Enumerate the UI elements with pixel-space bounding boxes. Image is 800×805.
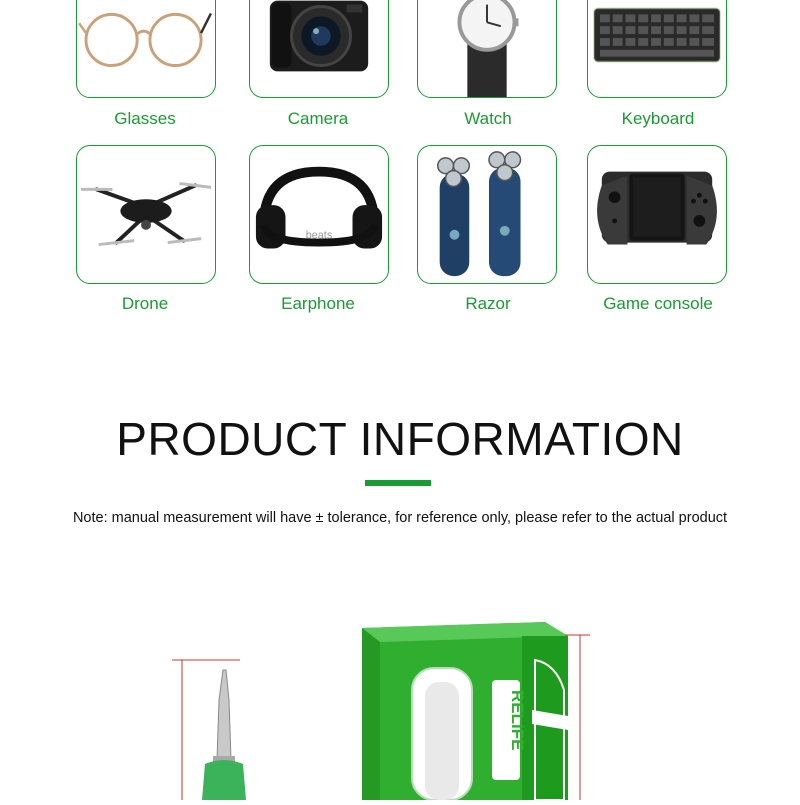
game-console-icon xyxy=(588,146,726,283)
category-label: Watch xyxy=(464,109,512,128)
card-camera[interactable] xyxy=(249,0,389,98)
category-label: Razor xyxy=(465,294,511,313)
drone-icon xyxy=(77,146,215,283)
glasses-icon xyxy=(77,0,215,97)
category-label: Camera xyxy=(287,109,349,128)
card-game-console[interactable] xyxy=(587,145,727,284)
card-earphone[interactable] xyxy=(249,145,389,284)
product-box xyxy=(362,622,568,800)
keyboard-icon xyxy=(588,0,726,97)
card-keyboard[interactable] xyxy=(587,0,727,98)
category-label: Keyboard xyxy=(621,109,695,128)
card-glasses[interactable] xyxy=(76,0,216,98)
watch-icon xyxy=(418,0,556,97)
card-drone[interactable] xyxy=(76,145,216,284)
headphones-icon xyxy=(250,146,388,283)
title-underline xyxy=(365,480,431,486)
screwdriver-icon xyxy=(202,670,246,800)
measurement-note: Note: manual measurement will have ± tolerance, for reference only, please refer to the actual product xyxy=(72,510,728,526)
razor-icon xyxy=(418,146,556,283)
brand-logo: RELIFE xyxy=(508,690,527,751)
product-illustration xyxy=(0,600,800,800)
category-label: Earphone xyxy=(281,294,355,313)
card-watch[interactable] xyxy=(417,0,557,98)
section-title: PRODUCT INFORMATION xyxy=(116,413,684,465)
headphone-brand-text: beats xyxy=(305,229,333,242)
category-label: Drone xyxy=(121,294,169,313)
product-image xyxy=(0,600,800,800)
camera-icon xyxy=(250,0,388,97)
card-razor[interactable] xyxy=(417,145,557,284)
category-label: Glasses xyxy=(114,109,176,128)
category-label: Game console xyxy=(603,294,713,313)
